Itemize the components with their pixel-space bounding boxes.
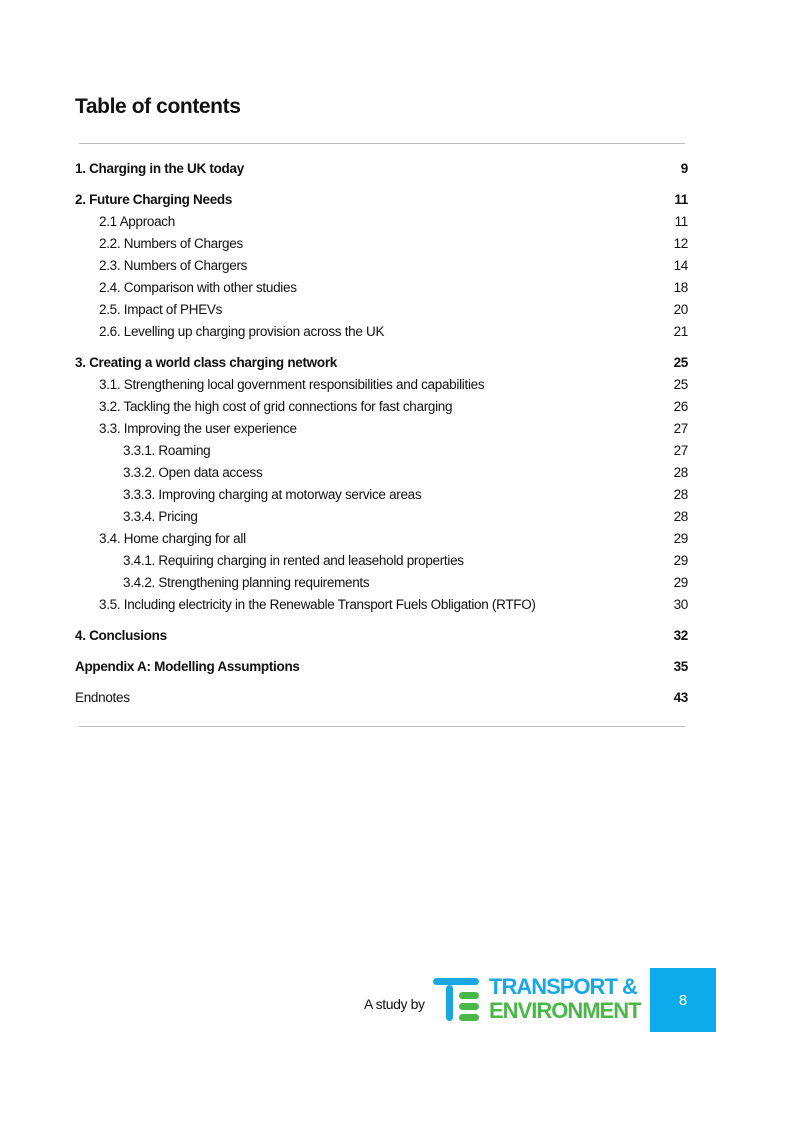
toc-entry[interactable] (75, 395, 688, 417)
toc-entry[interactable] (75, 483, 688, 505)
toc-entry-label: 3.1. Strengthening local government responsibilities and capabilities (99, 376, 485, 392)
toc-entry[interactable] (75, 232, 688, 254)
toc-entry-page: 43 (673, 689, 688, 705)
toc-entry-label: 3.3.1. Roaming (123, 442, 211, 458)
toc-entry[interactable] (75, 320, 688, 342)
toc-entry[interactable] (75, 505, 688, 527)
toc-entry[interactable] (75, 439, 688, 461)
toc-entry-page: 29 (673, 574, 688, 590)
toc-entry-page: 20 (673, 301, 688, 317)
toc-entry[interactable] (75, 593, 688, 615)
top-divider (79, 143, 685, 144)
toc-entry-page: 21 (673, 323, 688, 339)
toc-entry-page: 28 (673, 486, 688, 502)
toc-entry-page: 11 (674, 213, 688, 229)
study-by-label: A study by (364, 996, 425, 1012)
toc-entry[interactable] (75, 655, 688, 677)
toc-entry[interactable] (75, 298, 688, 320)
toc-entry[interactable] (75, 624, 688, 646)
toc-entry[interactable] (75, 157, 688, 179)
toc-entry[interactable] (75, 210, 688, 232)
toc-entry-page: 27 (673, 420, 688, 436)
toc-entry[interactable] (75, 254, 688, 276)
toc-entry-label: 2.6. Levelling up charging provision across the UK (99, 323, 385, 339)
table-of-contents (75, 157, 688, 708)
toc-entry-page: 32 (673, 627, 688, 643)
toc-entry[interactable] (75, 549, 688, 571)
toc-entry[interactable] (75, 188, 688, 210)
toc-entry[interactable] (75, 571, 688, 593)
toc-entry-label: 2.4. Comparison with other studies (99, 279, 297, 295)
toc-entry-page: 25 (673, 354, 688, 370)
toc-entry-page: 18 (673, 279, 688, 295)
toc-entry-page: 28 (673, 464, 688, 480)
toc-entry-page: 29 (673, 530, 688, 546)
toc-entry[interactable] (75, 527, 688, 549)
toc-entry-label: 3.3.4. Pricing (123, 508, 198, 524)
toc-entry-page: 14 (673, 257, 688, 273)
logo-line-1: TRANSPORT & (489, 974, 637, 999)
toc-entry-label: 3.4. Home charging for all (99, 530, 246, 546)
toc-entry-page: 11 (674, 191, 688, 207)
toc-entry-page: 9 (680, 160, 688, 176)
toc-entry[interactable] (75, 373, 688, 395)
toc-entry-page: 12 (673, 235, 688, 251)
logo-line-2: ENVIRONMENT (489, 998, 641, 1023)
toc-entry-page: 30 (673, 596, 688, 612)
toc-entry-page: 29 (673, 552, 688, 568)
toc-entry[interactable] (75, 351, 688, 373)
toc-entry-label: 3.2. Tackling the high cost of grid connections for fast charging (99, 398, 453, 414)
toc-entry-label: 3.3.2. Open data access (123, 464, 263, 480)
toc-entry-label: 1. Charging in the UK today (75, 160, 244, 176)
toc-entry-label: 2.1 Approach (99, 213, 175, 229)
toc-entry-label: 3.3. Improving the user experience (99, 420, 297, 436)
toc-entry-page: 25 (673, 376, 688, 392)
toc-entry-label: 3.4.1. Requiring charging in rented and leasehold properties (123, 552, 464, 568)
transport-environment-logo (433, 976, 648, 1024)
toc-entry-label: 2.5. Impact of PHEVs (99, 301, 223, 317)
page-title: Table of contents (75, 95, 241, 118)
toc-entry-label: 4. Conclusions (75, 627, 167, 643)
toc-entry-label: Appendix A: Modelling Assumptions (75, 658, 300, 674)
toc-entry-label: 3.5. Including electricity in the Renewable Transport Fuels Obligation (RTFO) (99, 596, 536, 612)
toc-entry-page: 28 (673, 508, 688, 524)
te-logo-icon (433, 976, 483, 1024)
toc-entry-label: Endnotes (75, 689, 130, 705)
toc-entry-label: 2. Future Charging Needs (75, 191, 233, 207)
page-number: 8 (650, 968, 716, 1032)
toc-entry-page: 35 (673, 658, 688, 674)
toc-entry-label: 3. Creating a world class charging network (75, 354, 337, 370)
toc-entry-label: 3.4.2. Strengthening planning requirements (123, 574, 370, 590)
toc-entry[interactable] (75, 417, 688, 439)
toc-entry-page: 26 (673, 398, 688, 414)
toc-entry[interactable] (75, 686, 688, 708)
toc-entry-label: 3.3.3. Improving charging at motorway service areas (123, 486, 422, 502)
toc-entry[interactable] (75, 461, 688, 483)
toc-entry-page: 27 (673, 442, 688, 458)
bottom-divider (79, 726, 685, 727)
toc-entry[interactable] (75, 276, 688, 298)
toc-entry-label: 2.3. Numbers of Chargers (99, 257, 248, 273)
toc-entry-label: 2.2. Numbers of Charges (99, 235, 243, 251)
